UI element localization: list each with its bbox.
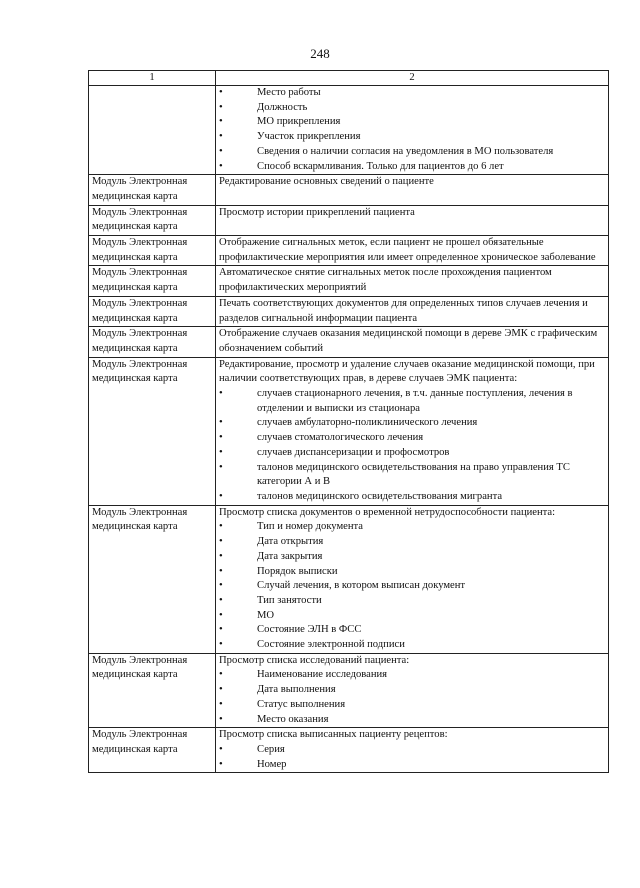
table-row (89, 86, 609, 175)
function-description: Просмотр списка документов о временной нетрудоспособности пациента: (219, 506, 556, 518)
table-row (89, 728, 609, 773)
table-row (89, 266, 609, 296)
function-cell (216, 357, 609, 505)
function-description: Отображение случаев оказания медицинской помощи в дереве ЭМК с графическим обозначением событий (219, 328, 598, 354)
column-header-2: 2 (216, 71, 609, 86)
bullet-item: • Состояние электронной подписи (219, 638, 605, 653)
table-row (89, 205, 609, 235)
module-cell: Модуль Электронная медицинская карта (89, 296, 216, 326)
module-cell: Модуль Электронная медицинская карта (89, 728, 216, 773)
table-row (89, 327, 609, 357)
bullet-item: • Место оказания (219, 713, 605, 728)
bullet-item: • Тип занятости (219, 594, 605, 609)
function-cell (216, 86, 609, 175)
function-cell (216, 327, 609, 357)
function-description: Просмотр истории прикреплений пациента (219, 206, 415, 218)
function-description: Автоматическое снятие сигнальных меток после прохождения пациентом профилактических мероприятий (219, 267, 552, 294)
function-cell (216, 236, 609, 266)
bullet-item: • Порядок выписки (219, 565, 605, 580)
function-cell (216, 653, 609, 728)
function-description: Редактирование, просмотр и удаление случаев оказание медицинской помощи, при наличии соответствующих прав, в дереве случаев ЭМК пациента: (219, 358, 595, 385)
bullet-item: • случаев диспансеризации и профосмотров (219, 446, 605, 461)
table-row (89, 505, 609, 653)
function-cell (216, 296, 609, 326)
bullet-item: • Место работы (219, 86, 605, 101)
function-description: Редактирование основных сведений о пациенте (219, 176, 434, 188)
bullet-item: • Случай лечения, в котором выписан документ (219, 579, 605, 594)
bullet-item: • случаев стационарного лечения, в т.ч. данные поступления, лечения в отделении и выписки из стационара (219, 387, 605, 416)
column-header-1: 1 (89, 71, 216, 86)
function-cell (216, 205, 609, 235)
function-cell (216, 505, 609, 653)
bullet-item: • Наименование исследования (219, 668, 605, 683)
module-cell: Модуль Электронная медицинская карта (89, 266, 216, 296)
function-description: Просмотр списка выписанных пациенту рецептов: (219, 729, 448, 741)
bullet-item: • Дата выполнения (219, 683, 605, 698)
table-row (89, 175, 609, 205)
bullet-item: • Дата закрытия (219, 550, 605, 565)
bullet-item: • Серия (219, 743, 605, 758)
bullet-item: • Дата открытия (219, 535, 605, 550)
table-row (89, 236, 609, 266)
module-cell (89, 86, 216, 175)
bullet-item: • Способ вскармливания. Только для пациентов до 6 лет (219, 160, 605, 175)
table-header-row (89, 71, 609, 86)
page-number: 248 (310, 46, 330, 61)
module-cell: Модуль Электронная медицинская карта (89, 175, 216, 205)
module-cell: Модуль Электронная медицинская карта (89, 205, 216, 235)
bullet-item: • Тип и номер документа (219, 520, 605, 535)
table-row (89, 296, 609, 326)
requirements-table (88, 70, 609, 773)
bullet-item: • Состояние ЭЛН в ФСС (219, 623, 605, 638)
bullet-item: • случаев стоматологического лечения (219, 431, 605, 446)
table-row (89, 653, 609, 728)
bullet-item: • МО (219, 609, 605, 624)
bullet-item: • талонов медицинского освидетельствования мигранта (219, 490, 605, 505)
table-row (89, 357, 609, 505)
module-cell: Модуль Электронная медицинская карта (89, 327, 216, 357)
module-cell: Модуль Электронная медицинская карта (89, 653, 216, 728)
bullet-item: • случаев амбулаторно-поликлинического лечения (219, 416, 605, 431)
function-description: Печать соответствующих документов для определенных типов случаев лечения и разделов сигнальной информации пациента (219, 297, 588, 324)
bullet-item: • талонов медицинского освидетельствования на право управления ТС категории А и В (219, 461, 605, 490)
bullet-item: • Участок прикрепления (219, 130, 605, 145)
bullet-item: • Сведения о наличии согласия на уведомления в МО пользователя (219, 145, 605, 160)
module-cell: Модуль Электронная медицинская карта (89, 236, 216, 266)
bullet-item: • Должность (219, 101, 605, 116)
function-description: Просмотр списка исследований пациента: (219, 654, 410, 666)
module-cell: Модуль Электронная медицинская карта (89, 357, 216, 505)
bullet-item: • Статус выполнения (219, 698, 605, 713)
function-cell (216, 266, 609, 296)
function-description: Отображение сигнальных меток, если пациент не прошел обязательные профилактические мероприятия или имеет определенное хроническое заболевание (219, 237, 596, 263)
bullet-item: • Номер (219, 758, 605, 773)
module-cell: Модуль Электронная медицинская карта (89, 505, 216, 653)
bullet-item: • МО прикрепления (219, 115, 605, 130)
function-cell (216, 728, 609, 773)
table-body (89, 86, 609, 773)
function-cell (216, 175, 609, 205)
